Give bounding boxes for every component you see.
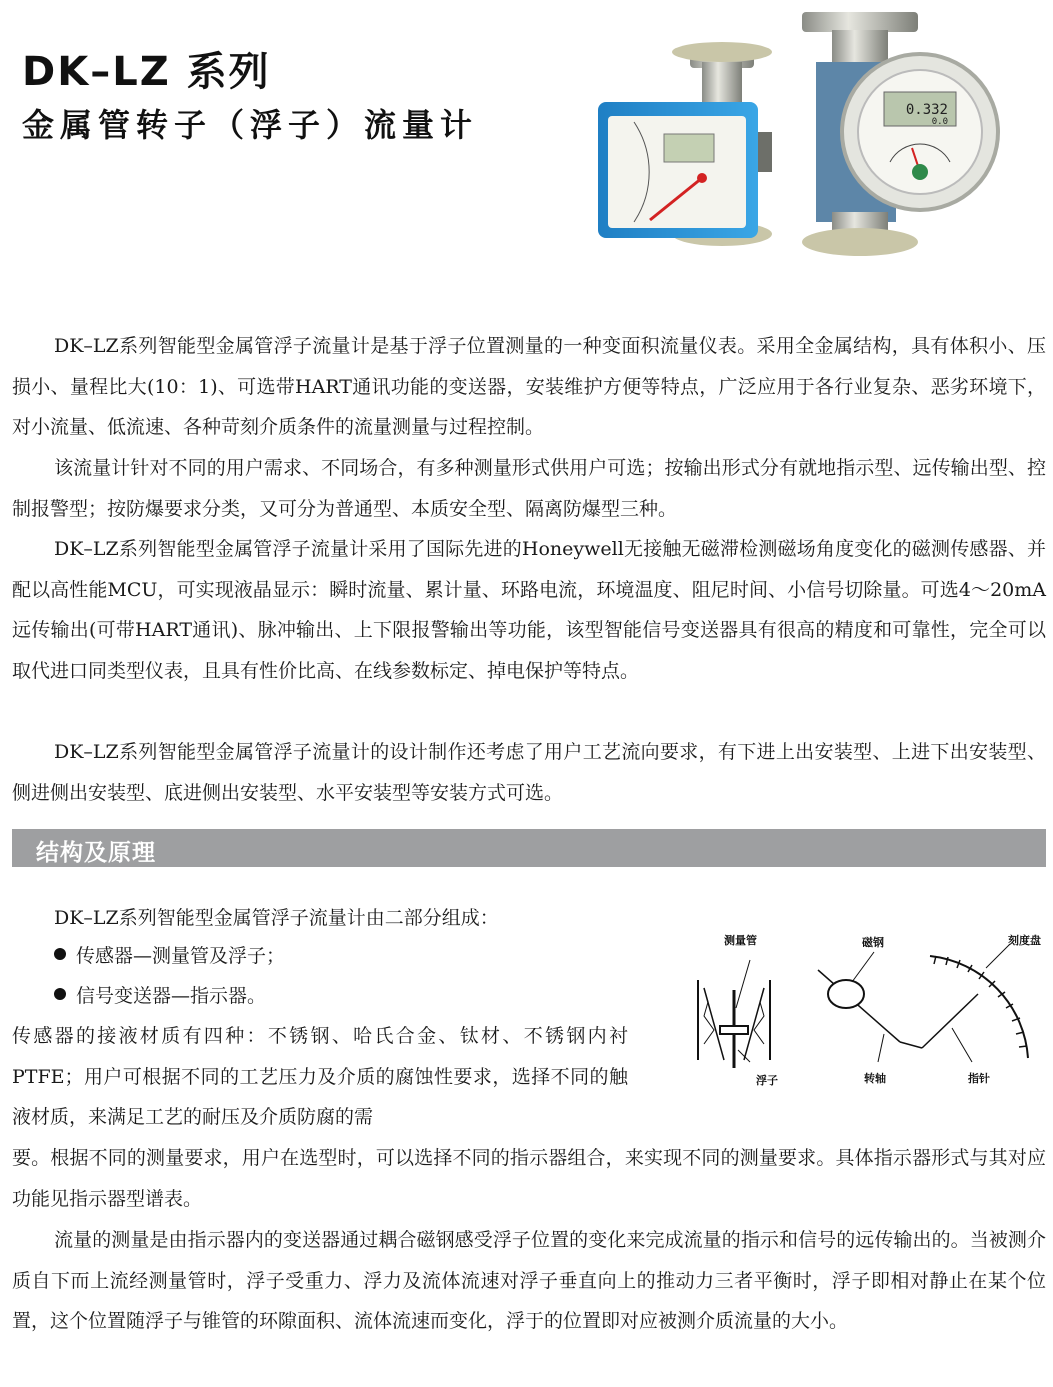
- label-float: 浮子: [756, 1074, 778, 1087]
- label-pointer: 指针: [968, 1072, 990, 1085]
- intro-paragraph-1: DK–LZ系列智能型金属管浮子流量计是基于浮子位置测量的一种变面积流量仪表。采用全金属结构，具有体积小、压损小、量程比大(10：1)、可选带HART通讯功能的变送器，安装维护方便等特点，广泛应用于各行业复杂、恶劣环境下，对小流量、低流速、各种苛刻介质条件的流量测量与过程控制。: [12, 335, 1046, 439]
- intro-paragraph-2: 该流量计针对不同的用户需求、不同场合，有多种测量形式供用户可选；按输出形式分有就地指示型、远传输出型、控制报警型；按防爆要求分类，又可分为普通型、本质安全型、隔离防爆型三种。: [12, 457, 1046, 520]
- bullet-item: 传感器—测量管及浮子；: [54, 941, 285, 968]
- label-shaft: 转轴: [864, 1072, 886, 1085]
- label-magnet: 磁钢: [862, 936, 884, 949]
- photo-display-sub: 0.0: [931, 117, 948, 127]
- section-lead: DK–LZ系列智能型金属管浮子流量计由二部分组成：: [54, 907, 499, 929]
- principle-diagram: [690, 930, 1046, 1090]
- label-dial: 刻度盘: [1008, 934, 1041, 947]
- bullet-item: 信号变送器—指示器。: [54, 981, 266, 1008]
- materials-paragraph-cont: 要。根据不同的测量要求，用户在选型时，可以选择不同的指示器组合，来实现不同的测量要求。具体指示器形式与其对应功能见指示器型谱表。: [12, 1147, 1046, 1210]
- page-title: DK–LZ 系列: [22, 49, 271, 95]
- section-header: [12, 829, 1046, 867]
- principle-paragraph: 流量的测量是由指示器内的变送器通过耦合磁钢感受浮子位置的变化来完成流量的指示和信号的远传输出的。当被测介质自下而上流经测量管时，浮子受重力、浮力及流体流速对浮子垂直向上的推动力三者平衡时，浮子即相对静止在某个位置，这个位置随浮子与锥管的环隙面积、流体流速而变化，浮于的位置即对应被测介质流量的大小。: [12, 1229, 1046, 1333]
- product-photo: [590, 12, 1010, 262]
- materials-paragraph: 传感器的接液材质有四种：不锈钢、哈氏合金、钛材、不锈钢内衬PTFE；用户可根据不同的工艺压力及介质的腐蚀性要求，选择不同的触液材质，来满足工艺的耐压及介质防腐的需: [12, 1025, 628, 1129]
- intro-paragraph-4: DK–LZ系列智能型金属管浮子流量计的设计制作还考虑了用户工艺流向要求，有下进上出安装型、上进下出安装型、侧进侧出安装型、底进侧出安装型、水平安装型等安装方式可选。: [12, 741, 1046, 804]
- intro-paragraph-3: DK–LZ系列智能型金属管浮子流量计采用了国际先进的Honeywell无接触无磁滞检测磁场角度变化的磁测传感器、并配以高性能MCU，可实现液晶显示：瞬时流量、累计量、环路电流，环境温度、阻尼时间、小信号切除量。可选4～20mA远传输出(可带HART通讯)、脉冲输出、上下限报警输出等功能，该型智能信号变送器具有很高的精度和可靠性，完全可以取代进口同类型仪表，且具有性价比高、在线参数标定、掉电保护等特点。: [12, 538, 1046, 682]
- photo-display-main: 0.332: [905, 102, 948, 118]
- section-heading: 结构及原理: [36, 840, 156, 866]
- label-tube: 测量管: [724, 934, 757, 947]
- bullet-icon: [54, 988, 66, 1000]
- page-subtitle: 金属管转子（浮子）流量计: [22, 106, 479, 144]
- bullet-icon: [54, 948, 66, 960]
